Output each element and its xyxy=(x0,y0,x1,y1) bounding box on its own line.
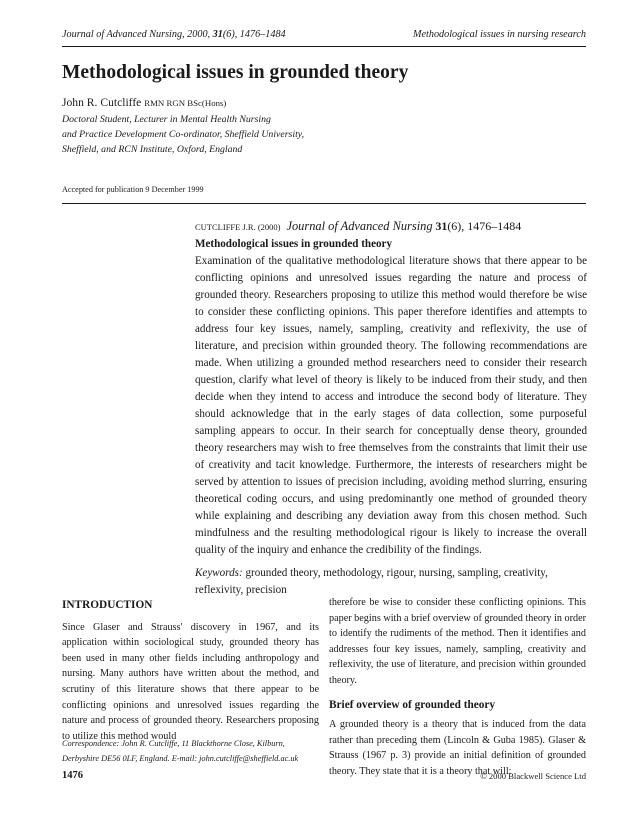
abstract xyxy=(195,218,587,599)
running-header-citation: Journal of Advanced Nursing, 2000, 31(6), 1476–1484 xyxy=(62,29,286,40)
intro-paragraph: Since Glaser and Strauss' discovery in 1967, and its application within sociological study, grounded theory has been used in many other fields including anthropology and nursing. Many authors have written about the method, and scrutiny of this literature shows that there appear to be conflicting opinions and unresolved issues regarding the nature and process of grounded theory. Researchers proposing to utilize this method would xyxy=(62,621,319,742)
section-heading-overview: Brief overview of grounded theory xyxy=(329,698,496,711)
column-left xyxy=(62,598,319,744)
copyright-notice: © 2000 Blackwell Science Ltd xyxy=(480,771,586,781)
abstract-title: Methodological issues in grounded theory xyxy=(195,238,393,250)
article-title: Methodological issues in grounded theory xyxy=(62,62,409,83)
column-right xyxy=(329,595,586,780)
accepted-date: Accepted for publication 9 December 1999 xyxy=(62,185,204,194)
correspondence-footnote: Correspondence: John R. Cutcliffe, 11 Blackthorne Close, Kilburn, Derbyshire DE56 0LF, England. E-mail: john.cutcliffe@sheffield.ac.uk xyxy=(62,739,299,763)
abstract-keywords: Keywords: grounded theory, methodology, rigour, nursing, sampling, creativity, reflexivity, precision xyxy=(195,567,548,596)
header-volume: 31 xyxy=(212,29,223,40)
intro-paragraph-continued: therefore be wise to consider these conflicting opinions. This paper begins with a brief overview of grounded theory in order to identify the rudiments of the method. Then it identifies and addresses four key issues, namely, sampling, creativity and reflexivity, the use of literature, and precision within grounded theory. xyxy=(329,597,586,686)
author-affiliation: Doctoral Student, Lecturer in Mental Health Nursing and Practice Development Co-ordinator, Sheffield University, Sheffield, and RCN Institute, Oxford, England xyxy=(62,114,305,155)
abstract-citation: CUTCLIFFE J.R. (2000) Journal of Advanced Nursing 31(6), 1476–1484 xyxy=(195,219,522,233)
header-rule xyxy=(62,46,586,47)
page-number: 1476 xyxy=(62,770,83,781)
author-line xyxy=(62,96,226,109)
section-heading-introduction: INTRODUCTION xyxy=(62,599,153,611)
running-header-title: Methodological issues in nursing research xyxy=(413,29,586,40)
abstract-body: Examination of the qualitative methodological literature shows that there appear to be conflicting opinions and unresolved issues regarding the nature and process of grounded theory. Researchers proposing to utilize this method would therefore be wise to consider these conflicting opinions. This paper therefore identifies and attempts to address four key issues, namely, sampling, creativity and reflexivity, the use of literature, and precision within grounded theory. The following recommendations are made. When utilizing a grounded method researchers need to consider their research question, clarify what level of theory is likely to be induced from their study, and then decide when they intend to access and introduce the second body of literature. They should acknowledge that in the early stages of data collection, some purposeful sampling appears to occur. In their search for conceptually dense theory, grounded theory researchers may wish to free themselves from the constraints that limit their use of creativity and tacit knowledge. Furthermore, the interests of researchers might be served by attention to issues of precision including, avoiding method slurring, ensuring theoretical coding occurs, and using predominantly one method of grounded theory while explaining and describing any deviation away from this chosen method. Such mindfulness and the resulting methodological rigour is likely to increase the overall quality of the inquiry and enhance the credibility of the findings. xyxy=(195,255,587,556)
overview-paragraph: A grounded theory is a theory that is induced from the data rather than preceding them (Lincoln & Guba 1985). Glaser & Strauss (1967 p. 3) provide an initial definition of grounded theory. They state that it is a theory that will: xyxy=(329,719,586,777)
title-rule xyxy=(62,203,586,204)
author-qualifications: RMN RGN BSc(Hons) xyxy=(144,98,227,108)
author-name: John R. Cutcliffe xyxy=(62,96,142,109)
